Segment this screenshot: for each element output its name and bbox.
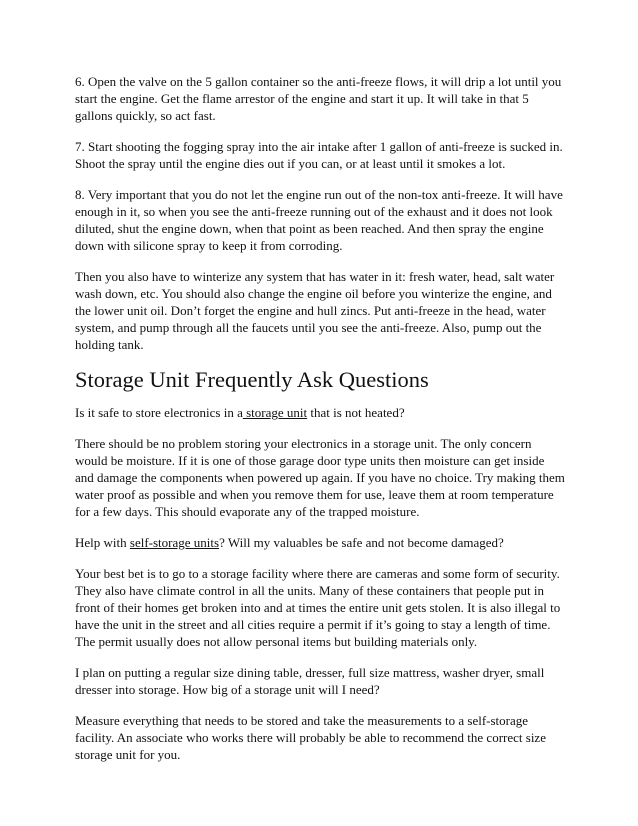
step-6-paragraph: 6. Open the valve on the 5 gallon container so the anti-freeze flows, it will drip a lot until you start the engine. Get the flame arrestor of the engine and start it up. It will take in that 5 gallons quickly, so act fast. (75, 74, 562, 123)
faq-question-2 (75, 534, 565, 551)
document-page (75, 73, 565, 777)
faq-question-1 (75, 404, 565, 421)
faq-question-3: I plan on putting a regular size dining table, dresser, full size mattress, washer dryer, small dresser into storage. How big of a storage unit will I need? (75, 665, 545, 697)
faq-question-1-after: that is not heated? (307, 405, 405, 420)
faq-answer-3: Measure everything that needs to be stored and take the measurements to a self-storage facility. An associate who works there will probably be able to recommend the correct size storage unit for you. (75, 713, 546, 762)
winterize-paragraph: Then you also have to winterize any system that has water in it: fresh water, head, salt water wash down, etc. You should also change the engine oil before you winterize the engine, and the lower unit oil. Don’t forget the engine and hull zincs. Put anti-freeze in the head, water system, and pump through all the faucets until you see the anti-freeze. Also, pump out the holding tank. (75, 269, 555, 352)
faq-heading: Storage Unit Frequently Ask Questions (75, 367, 429, 392)
faq-question-1-before: Is it safe to store electronics in a (75, 405, 243, 420)
step-7-paragraph: 7. Start shooting the fogging spray into the air intake after 1 gallon of anti-freeze is sucked in. Shoot the spray until the engine dies out if you can, or at least until it smokes a lot. (75, 139, 563, 171)
faq-question-2-before: Help with (75, 535, 130, 550)
self-storage-units-link[interactable]: self-storage units (129, 535, 220, 550)
faq-answer-2: Your best bet is to go to a storage facility where there are cameras and some form of security. They also have climate control in all the units. Many of these containers that people put in front of their homes get broken into and at times the entire unit gets stolen. It is also illegal to have the unit in the street and all cities require a permit if it’s going to stay a length of time. The permit usually does not allow personal items but building materials only. (75, 566, 561, 649)
step-8-paragraph: 8. Very important that you do not let the engine run out of the non-tox anti-freeze. It will have enough in it, so when you see the anti-freeze running out of the exhaust and it does not look diluted, shut the engine down, when that point as been reached. And then spray the engine down with silicone spray to keep it from corroding. (75, 187, 563, 253)
faq-question-2-after: ? Will my valuables be safe and not become damaged? (219, 535, 504, 550)
storage-unit-link[interactable]: storage unit (242, 405, 308, 420)
faq-answer-1: There should be no problem storing your electronics in a storage unit. The only concern would be moisture. If it is one of those garage door type units then moisture can get inside and damage the components when powered up again. If you have no choice. Try making them water proof as possible and when you remove them for use, leave them at room temperature for a few days. This should evaporate any of the trapped moisture. (75, 436, 565, 519)
